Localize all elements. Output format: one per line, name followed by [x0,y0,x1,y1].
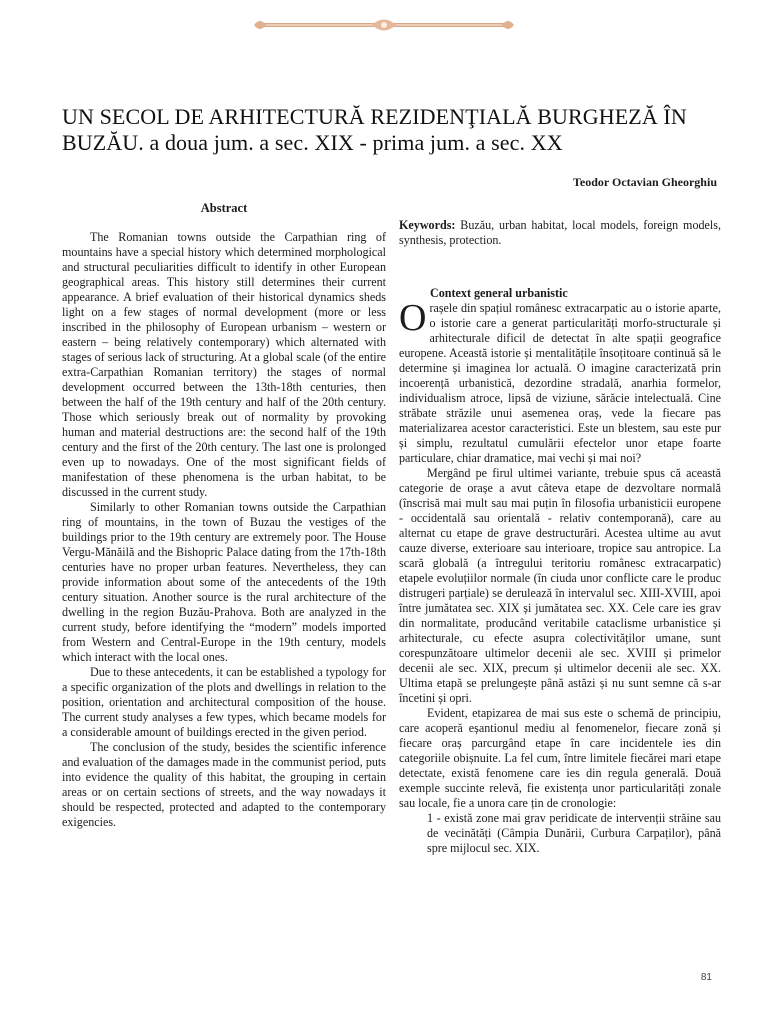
body-paragraph: Evident, etapizarea de mai sus este o schemă de principiu, care acoperă eșantionul mediu al fenomenelor, fiecare zonă și fiecare oraș parcurgând etape în care incidentele ies din categoriile obișnuite. La fel cum, între limitele fiecărei mari etape detectate, există fenomene care ies din regula generală. Două exemple succinte relevă, fie existența unor particularități zonale sau locale, fie a unora care țin de cronologie: [399,706,721,810]
abstract-paragraph: The Romanian towns outside the Carpathian ring of mountains have a special history which determined morphological and structural peculiarities difficult to identify in other European geographical areas. This history still determines their current appearance. A brief evaluation of their historical dynamics sheds light on a few stages of normal development (more or less inscribed in the philosophy of European urbanism – western or eastern – being relatively contemporary) which alternated with stages of serious lack of structuring. At a global scale (of the entire extra-Carpathian Romanian territory) the stages of normal development occurred between the 13th-18th centuries, then between the half of the 19th century and half of the 20th century. Those which seriously break out of normality by provoking human and material destructions are: the second half of the 19th century and the first of the 20th century. The last one is prolonged even up to nowadays. One of the most significant fields of manifestation of these phenomena is the urban habitat, to be discussed in the current study. [62,230,386,499]
right-column [399,218,721,856]
keywords [399,218,721,248]
section-heading: Context general urbanistic [430,286,568,300]
body-paragraph-text: rașele din spațiul românesc extracarpatic au o istorie aparte, o istorie care a generat particularități morfo-structurale și arhitecturale dificil de detectat în alte spații geografice europene. Această istorie și mentalitățile însoțitoare continuă să le determine și imaginea lor actuală. O imagine caracterizată prin incoerență urbanistică, dezordine stradală, anarhia formelor, individualism atroce, lipsă de viziune, sărăcie intelectuală. Cine străbate străzile unui asemenea oraș, vede la fiecare pas materializarea acestor caracteristici. Este un blestem, sau este pur și simplu, rezultatul cumulării efectelor unor etape foarte particulare, chiar dramatice, mai vechi și mai noi? [399,301,721,465]
decorative-ornament [254,14,514,36]
abstract-paragraph: Similarly to other Romanian towns outside the Carpathian ring of mountains, in the town of Buzau the vestiges of the buildings prior to the 19th century are extremely poor. The House Vergu-Mănăilă and the Bishopric Palace dating from the 17th-18th centuries have no proper urban features. Nevertheless, they can provide information about some of the antecedents of the 19th century situation. Another source is the rural architecture of the dwelling in the region Buzău-Prahova. Both are analyzed in the current study, before identifying the “modern” models imported from Western and Central-Europe in the 19th century, models which interact with the local ones. [62,500,386,664]
list-item: 1 - există zone mai grav peridicate de intervenții străine sau de vecinătăți (Câmpia Dunării, Curbura Carpaților), până spre mijlocul sec. XIX. [427,811,721,855]
keywords-text: Buzău, urban habitat, local models, foreign models, synthesis, protection. [399,218,722,247]
abstract-column [62,201,386,830]
body-paragraph: Mergând pe firul ultimei variante, trebuie spus că această categorie de orașe a avut câteva etape de dezvoltare normală (înscrisă mai mult sau mai puțin în filosofia urbanisticii europene - occidentală sau orientală - relativ contemporană), care au alternat cu etape de grave destructurări. Acestea ultime au avut cauze diverse, exterioare sau interioare, tropice sau antropice. La scară globală (a întregului teritoriu românesc extracarpatic) etapele evoluțiilor normale (în ciuda unor conflicte care le produc distrugeri parțiale) se derulează în intervalul sec. XIII-XVIII, apoi între jumătatea sec. XIX și jumătatea sec. XX. Cele care ies grav din normalitate, producând veritabile cataclisme urbanistice și arhitecturale, cu efecte asupra colectivităților umane, sunt corespunzătoare ultimelor decenii ale sec. XVIII și primelor decenii ale sec. XIX, precum și ultimelor decenii ale sec. XX. Ultima etapă se prelungește până astăzi și nu sunt semne că s-ar încetini și opri. [399,466,721,705]
abstract-heading: Abstract [200,201,248,215]
page-number: 81 [700,972,712,983]
body-paragraph [399,297,721,466]
keywords-label: Keywords: [399,218,456,232]
article-title: UN SECOL DE ARHITECTURĂ REZIDENŢIALĂ BURGHEZĂ ÎN BUZĂU. a doua jum. a sec. XIX - prima jum. a sec. XX [62,104,687,155]
drop-cap: O [399,297,427,339]
abstract-paragraph: The conclusion of the study, besides the scientific inference and evaluation of the damages made in the communist period, puts into evidence the quality of this habitat, the grouping in certain areas or on certain sections of streets, and the way nowadays it should be respected, protected and adapted to the contemporary exigencies. [62,740,386,829]
abstract-paragraph: Due to these antecedents, it can be established a typology for a specific organization of the plots and dwellings in relation to the position, orientation and architectural composition of the house. The current study analyses a few types, which became models for a considerable amount of buildings erected in the given period. [62,665,386,739]
author-name: Teodor Octavian Gheorghiu [572,175,717,189]
